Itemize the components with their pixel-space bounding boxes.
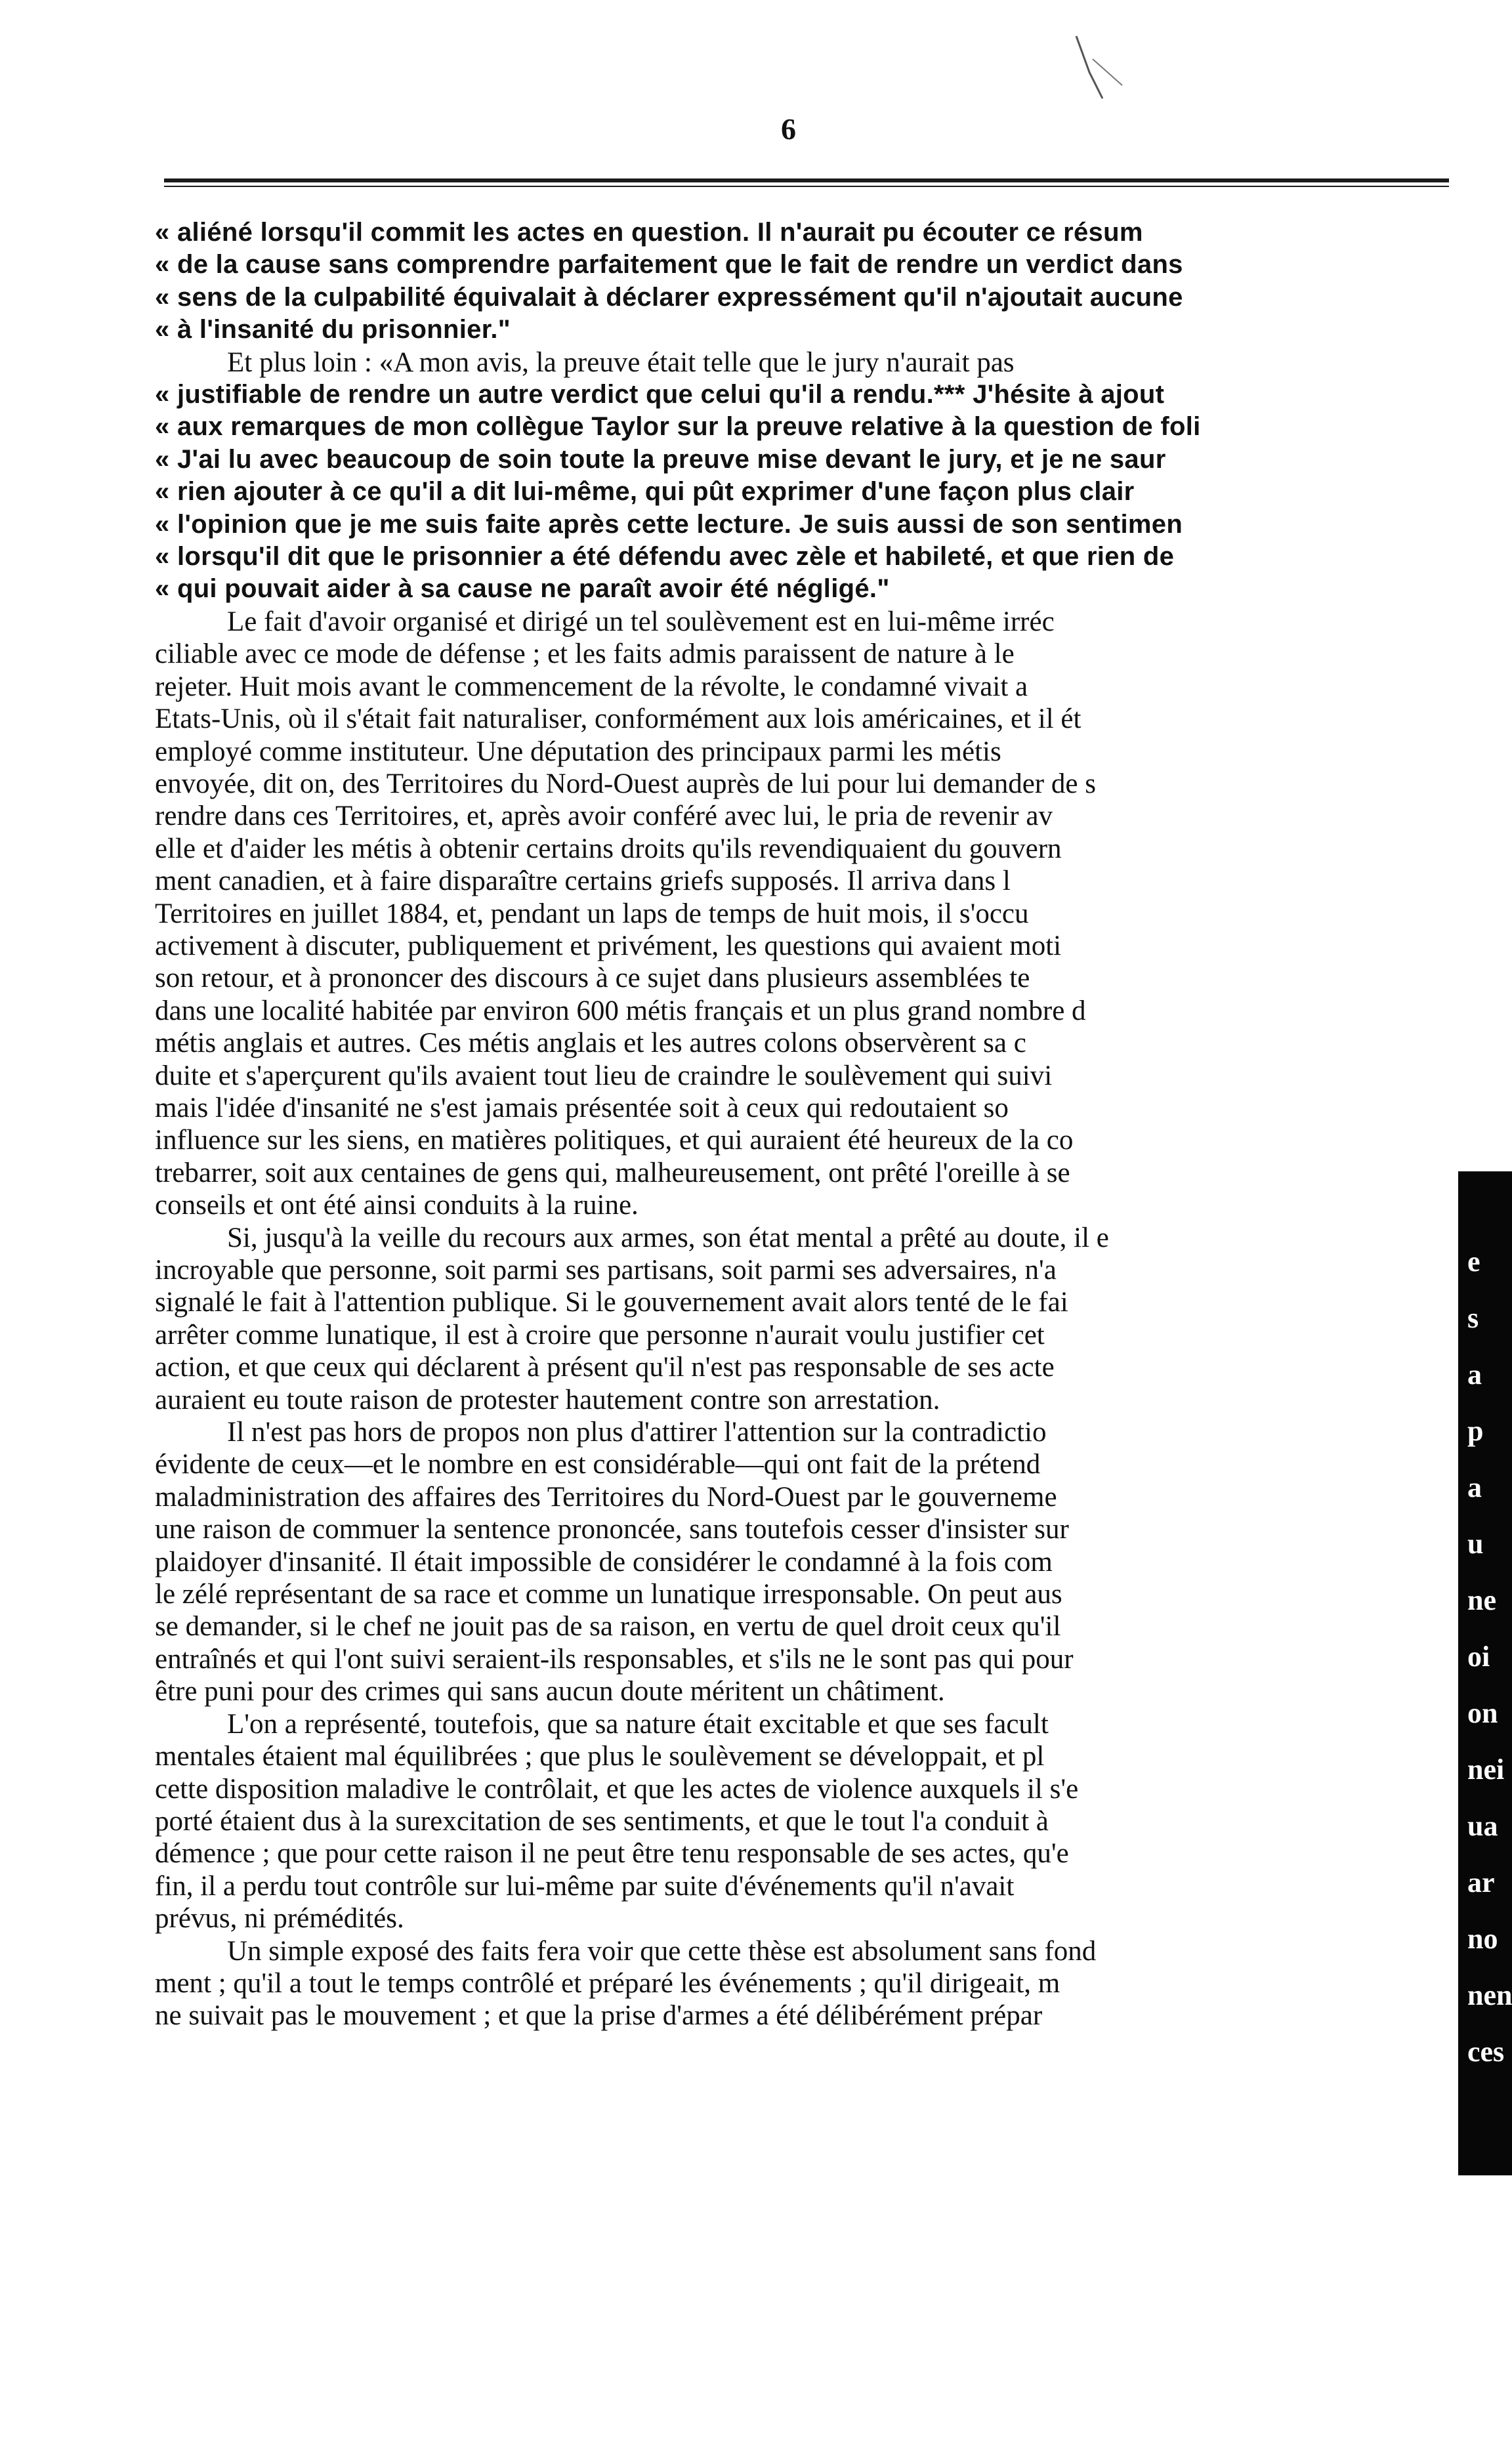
text-line: ciliable avec ce mode de défense ; et les faits admis paraissent de nature à le — [155, 638, 1015, 670]
text-line: envoyée, dit on, des Territoires du Nord-Ouest auprès de lui pour lui demander de s — [155, 768, 1096, 799]
text-line: Et plus loin : «A mon avis, la preuve était telle que le jury n'aurait pas — [227, 346, 1015, 378]
text-line: rejeter. Huit mois avant le commencement de la révolte, le condamné vivait a — [155, 671, 1028, 702]
margin-fragment: a — [1467, 1358, 1482, 1391]
text-line: le zélé représentant de sa race et comme un lunatique irresponsable. On peut aus — [155, 1579, 1062, 1610]
text-line: activement à discuter, publiquement et privément, les questions qui avaient moti — [155, 930, 1062, 961]
text-line: rendre dans ces Territoires, et, après avoir conféré avec lui, le pria de revenir av — [155, 801, 1053, 832]
page-number: 6 — [781, 112, 796, 146]
text-line: démence ; que pour cette raison il ne peut être tenu responsable de ses actes, qu'e — [155, 1838, 1069, 1870]
margin-fragment: ua — [1467, 1810, 1498, 1842]
paragraph — [155, 1708, 1467, 1935]
margin-fragment: ces — [1467, 2036, 1505, 2068]
text-line: son retour, et à prononcer des discours à ce sujet dans plusieurs assemblées te — [155, 963, 1030, 994]
text-line: « l'opinion que je me suis faite après cette lecture. Je suis aussi de son sentimen — [155, 509, 1183, 539]
margin-fragment: nei — [1467, 1753, 1505, 1786]
margin-fragment: on — [1467, 1697, 1498, 1729]
text-line: « rien ajouter à ce qu'il a dit lui-même, qui pût exprimer d'une façon plus clair — [155, 477, 1135, 507]
text-line: elle et d'aider les métis à obtenir certains droits qu'ils revendiquaient du gouvern — [155, 833, 1062, 864]
text-line: Il n'est pas hors de propos non plus d'attirer l'attention sur la contradictio — [227, 1417, 1047, 1448]
text-line: duite et s'aperçurent qu'ils avaient tout lieu de craindre le soulèvement qui suivi — [155, 1060, 1053, 1091]
text-line: dans une localité habitée par environ 600 métis français et un plus grand nombre d — [155, 995, 1086, 1026]
text-line: incroyable que personne, soit parmi ses partisans, soit parmi ses adversaires, n'a — [155, 1255, 1057, 1286]
text-line: se demander, si le chef ne jouit pas de sa raison, en vertu de quel droit ceux qu'il — [155, 1611, 1061, 1643]
text-line: une raison de commuer la sentence prononcée, sans toutefois cesser d'insister sur — [155, 1514, 1069, 1545]
text-line: « qui pouvait aider à sa cause ne paraît avoir été négligé." — [155, 574, 890, 604]
text-line: Un simple exposé des faits fera voir que cette thèse est absolument sans fond — [227, 1935, 1097, 1967]
text-line: « sens de la culpabilité équivalait à déclarer expressément qu'il n'ajoutait aucune — [155, 282, 1183, 312]
text-line: Etats-Unis, où il s'était fait naturaliser, conformément aux lois américaines, et il ét — [155, 703, 1082, 735]
margin-fragment: ne — [1467, 1584, 1496, 1616]
text-line: ment canadien, et à faire disparaître certains griefs supposés. Il arriva dans l — [155, 866, 1011, 897]
margin-fragment: s — [1467, 1302, 1479, 1334]
paragraph — [155, 346, 1467, 606]
text-line: employé comme instituteur. Une députation des principaux parmi les métis — [155, 736, 1001, 767]
text-line: fin, il a perdu tout contrôle sur lui-même par suite d'événements qu'il n'avait — [155, 1870, 1015, 1902]
text-line: « lorsqu'il dit que le prisonnier a été défendu avec zèle et habileté, et que rien de — [155, 542, 1175, 572]
text-line: auraient eu toute raison de protester hautement contre son arrestation. — [155, 1384, 940, 1415]
text-line: conseils et ont été ainsi conduits à la ruine. — [155, 1190, 639, 1221]
text-line: trebarrer, soit aux centaines de gens qui, malheureusement, ont prêté l'oreille à se — [155, 1157, 1070, 1188]
cut-off-margin-text — [1467, 1234, 1512, 2080]
text-line: plaidoyer d'insanité. Il était impossible de considérer le condamné à la fois com — [155, 1546, 1053, 1578]
header-rule-thin — [164, 186, 1449, 187]
text-line: être puni pour des crimes qui sans aucun doute méritent un châtiment. — [155, 1676, 945, 1707]
margin-fragment: p — [1467, 1415, 1484, 1447]
text-line: Territoires en juillet 1884, et, pendant un laps de temps de huit mois, il s'occu — [155, 898, 1029, 929]
text-line: « aux remarques de mon collègue Taylor sur la preuve relative à la question de foli — [155, 412, 1201, 442]
margin-fragment: a — [1467, 1471, 1482, 1503]
text-line: Le fait d'avoir organisé et dirigé un tel soulèvement est en lui-même irréc — [227, 606, 1055, 637]
text-line: signalé le fait à l'attention publique. Si le gouvernement avait alors tenté de le fai — [155, 1287, 1068, 1318]
margin-fragment: ar — [1467, 1866, 1495, 1898]
text-line: « aliéné lorsqu'il commit les actes en question. Il n'aurait pu écouter ce résum — [155, 218, 1143, 247]
paragraph — [155, 1416, 1467, 1708]
scan-artifact — [1063, 33, 1148, 105]
text-line: L'on a représenté, toutefois, que sa nature était excitable et que ses facult — [227, 1708, 1049, 1740]
text-line: maladministration des affaires des Territoires du Nord-Ouest par le gouverneme — [155, 1481, 1057, 1513]
text-line: mentales étaient mal équilibrées ; que plus le soulèvement se développait, et pl — [155, 1741, 1045, 1772]
text-line: arrêter comme lunatique, il est à croire que personne n'aurait voulu justifier cet — [155, 1319, 1045, 1350]
margin-fragment: e — [1467, 1245, 1480, 1278]
text-line: entraînés et qui l'ont suivi seraient-ils responsables, et s'ils ne le sont pas qui pour — [155, 1643, 1074, 1675]
paragraph — [155, 217, 1467, 346]
text-line: ne suivait pas le mouvement ; et que la prise d'armes a été délibérément prépar — [155, 2000, 1043, 2032]
text-line: Si, jusqu'à la veille du recours aux armes, son état mental a prêté au doute, il e — [227, 1222, 1109, 1253]
header-rule — [164, 178, 1449, 182]
margin-fragment: no — [1467, 1923, 1498, 1955]
paragraph — [155, 1222, 1467, 1416]
text-line: « de la cause sans comprendre parfaitement que le fait de rendre un verdict dans — [155, 250, 1183, 280]
text-line: « J'ai lu avec beaucoup de soin toute la preuve mise devant le jury, et je ne saur — [155, 444, 1166, 474]
text-line: métis anglais et autres. Ces métis anglais et les autres colons observèrent sa c — [155, 1028, 1026, 1059]
text-line: prévus, ni prémédités. — [155, 1903, 404, 1935]
text-line: influence sur les siens, en matières politiques, et qui auraient été heureux de la co — [155, 1125, 1074, 1156]
text-line: « à l'insanité du prisonnier." — [155, 315, 511, 345]
text-line: évidente de ceux—et le nombre en est considérable—qui ont fait de la prétend — [155, 1449, 1041, 1480]
margin-fragment: nen — [1467, 1979, 1512, 2011]
margin-fragment: oi — [1467, 1641, 1490, 1673]
document-body — [155, 217, 1467, 2185]
text-line: mais l'idée d'insanité ne s'est jamais présentée soit à ceux qui redoutaient so — [155, 1092, 1009, 1123]
margin-fragment: u — [1467, 1528, 1484, 1560]
text-line: action, et que ceux qui déclarent à présent qu'il n'est pas responsable de ses acte — [155, 1352, 1055, 1383]
text-line: ment ; qu'il a tout le temps contrôlé et préparé les événements ; qu'il dirigeait, m — [155, 1967, 1060, 1999]
paragraph — [155, 1935, 1467, 2032]
text-line: cette disposition maladive le contrôlait, et que les actes de violence auxquels il s'e — [155, 1773, 1079, 1805]
text-line: porté étaient dus à la surexcitation de ses sentiments, et que le tout l'a conduit à — [155, 1805, 1049, 1837]
text-line: « justifiable de rendre un autre verdict que celui qu'il a rendu.*** J'hésite à ajout — [155, 380, 1165, 409]
paragraph — [155, 606, 1467, 1222]
